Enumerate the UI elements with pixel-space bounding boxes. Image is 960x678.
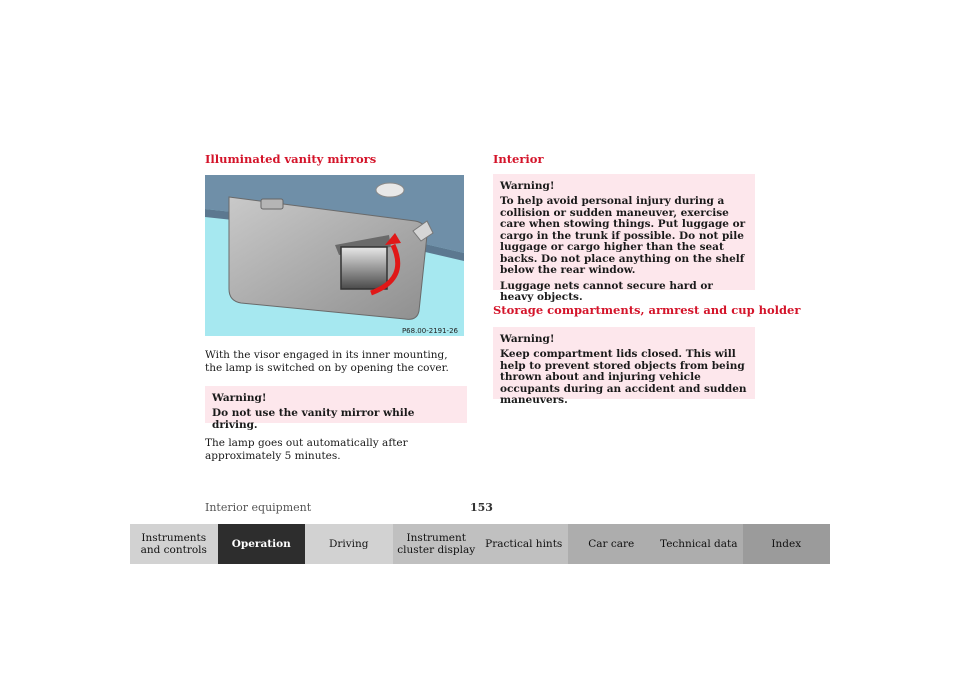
lamp-timeout-description: The lamp goes out automatically after approximately 5 minutes.	[205, 437, 408, 462]
vanity-mirror-illustration	[205, 175, 464, 336]
section-footer-label: Interior equipment	[205, 501, 312, 514]
section-heading-storage: Storage compartments, armrest and cup holder	[493, 303, 801, 317]
warning-text: Keep compartment lids closed. This will help to prevent stored objects from being thrown about and injuring vehicle occupants during an accident and sudden maneuvers.	[500, 348, 747, 406]
section-heading-interior: Interior	[493, 152, 544, 166]
warning-text: Do not use the vanity mirror while driving.	[212, 407, 415, 431]
nav-tab-instruments-and-controls[interactable]: Instruments and controls	[130, 524, 218, 564]
visor-lamp-description: With the visor engaged in its inner mounting, the lamp is switched on by opening the cover.	[205, 349, 449, 374]
nav-tab-instrument-cluster-display[interactable]: Instrument cluster display	[393, 524, 481, 564]
warning-title: Warning!	[500, 180, 555, 192]
nav-tab-driving[interactable]: Driving	[305, 524, 393, 564]
chapter-nav	[130, 524, 830, 564]
nav-tab-index[interactable]: Index	[743, 524, 831, 564]
warning-text: To help avoid personal injury during a collision or sudden maneuver, exercise care when stowing things. Put luggage or cargo in the trunk if possible. Do not pile luggage or cargo higher than the seat backs. Do not place anything on the shelf below the rear window.	[500, 195, 746, 276]
page-number: 153	[470, 501, 493, 514]
warning-box-vanity	[205, 386, 467, 431]
nav-tab-car-care[interactable]: Car care	[568, 524, 656, 564]
section-heading-vanity-mirrors: Illuminated vanity mirrors	[205, 152, 377, 166]
figure-caption: P68.00-2191-26	[401, 327, 458, 335]
nav-tab-practical-hints[interactable]: Practical hints	[480, 524, 568, 564]
nav-tab-operation[interactable]: Operation	[218, 524, 306, 564]
vanity-mirror-image	[205, 175, 464, 336]
warning-box-luggage	[493, 174, 755, 303]
warning-title: Warning!	[500, 333, 555, 345]
nav-tab-technical-data[interactable]: Technical data	[655, 524, 743, 564]
warning-box-compartments	[493, 327, 755, 406]
warning-text: Luggage nets cannot secure hard or heavy objects.	[500, 279, 713, 303]
warning-title: Warning!	[212, 392, 267, 404]
